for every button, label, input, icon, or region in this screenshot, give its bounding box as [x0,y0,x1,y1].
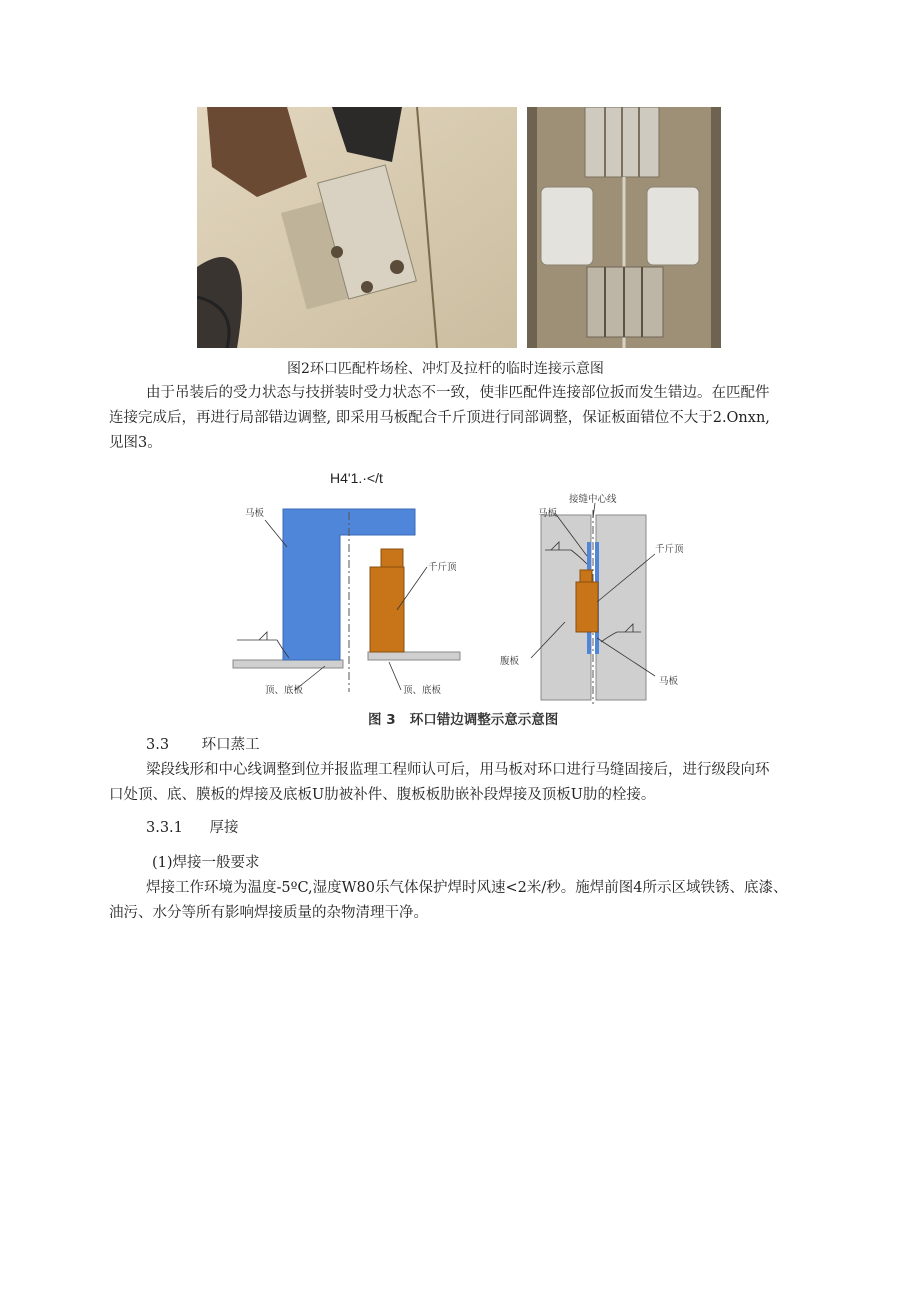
section-3-3-heading [146,733,260,754]
weld-symbol-left [259,632,267,640]
section-3-3-1-title: 厚接 [209,820,239,836]
paragraph-2 [109,758,814,808]
right-plate-right [596,515,646,700]
right-jack-body [576,582,598,632]
label-bottom-left: 顶、底板 [265,685,304,696]
figure3-diagram [225,492,710,710]
left-jack-top [381,549,403,567]
section-3-3-1-number: 3.3.1 [146,820,183,836]
paragraph-1 [109,381,814,456]
label-bottom-right: 顶、底板 [403,685,442,696]
leader-plate-right [389,662,401,690]
photo-right-drawing [527,107,721,348]
figure3-ocr-header: H4'1.·</t [330,470,383,486]
label-qianjinding-right: 千斤顶 [655,544,684,555]
paragraph-2-line-1: 梁段线形和中心线调整到位并报监理工程师认可后，用马板对环口进行马缝固接后，进行级段向环 [146,762,770,778]
paragraph-2-line-2: 口处顶、底、膜板的焊接及底板U肋被补件、腹板板肋嵌补段焊接及顶板U肋的栓接。 [109,787,656,803]
paragraph-3 [109,876,814,926]
section-3-3-number: 3.3 [146,737,170,753]
right-jack-top [580,570,592,582]
paragraph-1-line-2: 连接完成后，再进行局部错边调整, 即采用马板配合千斤顶进行同部调整，保证板面错位不大于2.Onxn, [109,410,770,426]
photo-left-drawing [197,107,517,348]
left-plate-1 [233,660,343,668]
paragraph-3-line-1: 焊接工作环境为温度-5ºC,湿度W80乐气体保护焊时风速<2米/秒。施焊前图4所示区域铁锈、底漆、 [146,880,788,896]
paragraph-1-line-1: 由于吊装后的受力状态与技拼装时受力状态不一致，使非匹配件连接部位扳而发生错边。在匹配件 [146,385,770,401]
photo-left [197,107,517,348]
photo-right [527,107,721,348]
section-3-3-1-heading [146,816,239,837]
paragraph-1-line-3: 见图3。 [109,435,162,451]
label-jiefeng: 接缝中心线 [569,494,617,505]
label-mabang-left: 马板 [245,508,265,519]
label-qianjinding-left: 千斤顶 [428,562,457,573]
item-1-label: (1)焊接一般要求 [152,855,260,871]
left-plate-2 [368,652,460,660]
label-fuban: 腹板 [500,656,520,667]
section-3-3-title: 环口蒸工 [201,737,260,753]
label-mabang-right-top: 马板 [538,508,558,519]
figure3-caption: 图 3 环口错边调整示意示意图 [368,712,559,728]
label-mabang-right-bottom: 马板 [659,676,679,687]
left-jack-body [370,567,404,652]
paragraph-3-line-2: 油污、水分等所有影响焊接质量的杂物清理干净。 [109,905,428,921]
figure2-caption: 图2环口匹配杵场栓、冲灯及拉杆的临时连接示意图 [287,361,604,377]
